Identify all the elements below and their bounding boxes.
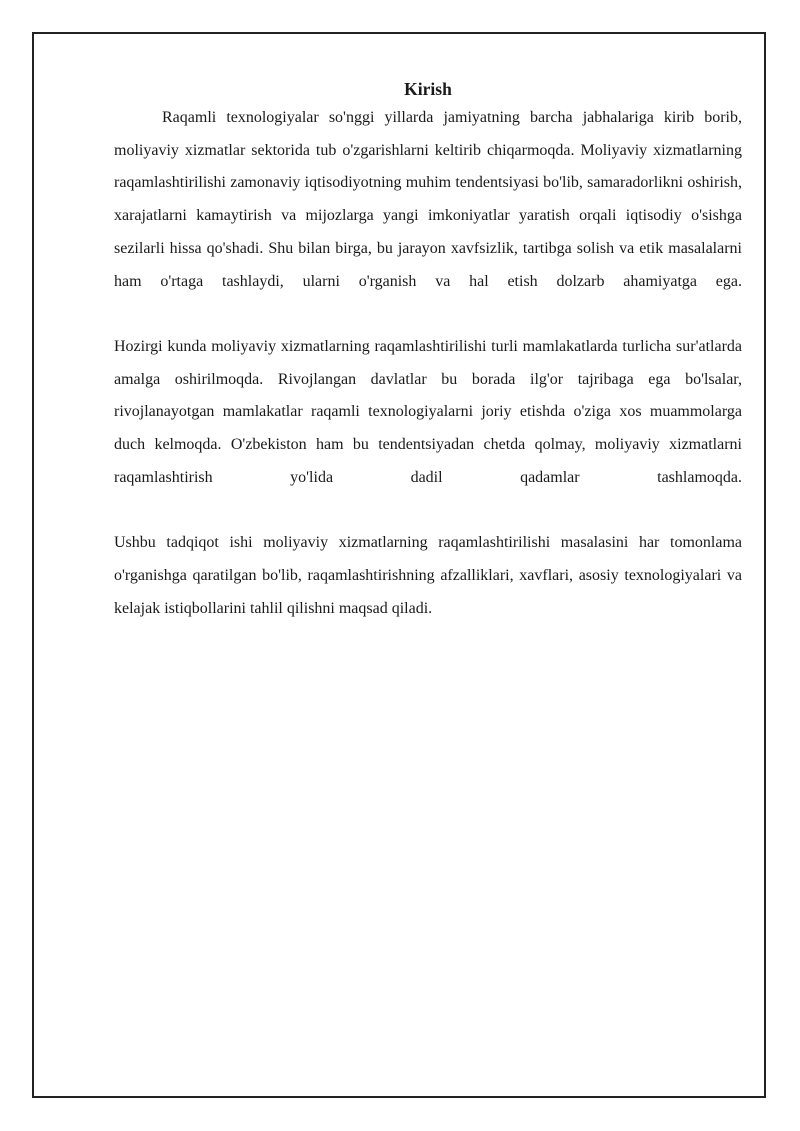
document-body [114,76,742,625]
paragraph-gap [114,494,742,527]
paragraph-1: Raqamli texnologiyalar so'nggi yillarda jamiyatning barcha jabhalariga kirib borib, moliyaviy xizmatlar sektorida tub o'zgarishlarni keltirib chiqarmoqda. Moliyaviy xizmatlarning raqamlashtirilishi zamonaviy iqtisodiyotning muhim tendentsiyasi bo'lib, samaradorlikni oshirish, xarajatlarni kamaytirish va mijozlarga yangi imkoniyatlar yaratish orqali iqtisodiy o'sishga sezilarli hissa qo'shadi. Shu bilan birga, bu jarayon xavfsizlik, tartibga solish va etik masalalarni ham o'rtaga tashlaydi, ularni o'rganish va hal etish dolzarb ahamiyatga ega. [114,109,742,290]
paragraph-3: Ushbu tadqiqot ishi moliyaviy xizmatlarning raqamlashtirilishi masalasini har tomonlama o'rganishga qaratilgan bo'lib, raqamlashtirishning afzalliklari, xavflari, asosiy texnologiyalari va kelajak istiqbollarini tahlil qilishni maqsad qiladi. [114,534,742,617]
document-title: Kirish [404,79,452,99]
paragraph-2: Hozirgi kunda moliyaviy xizmatlarning raqamlashtirilishi turli mamlakatlarda turlicha sur'atlarda amalga oshirilmoqda. Rivojlangan davlatlar bu borada ilg'or tajribaga ega bo'lsalar, rivojlanayotgan mamlakatlar raqamli texnologiyalarni joriy etishda o'ziga xos muammolarga duch kelmoqda. O'zbekiston ham bu tendentsiyadan chetda qolmay, moliyaviy xizmatlarni raqamlashtirish yo'lida dadil qadamlar tashlamoqda. [114,337,742,486]
paragraph-gap [114,298,742,331]
